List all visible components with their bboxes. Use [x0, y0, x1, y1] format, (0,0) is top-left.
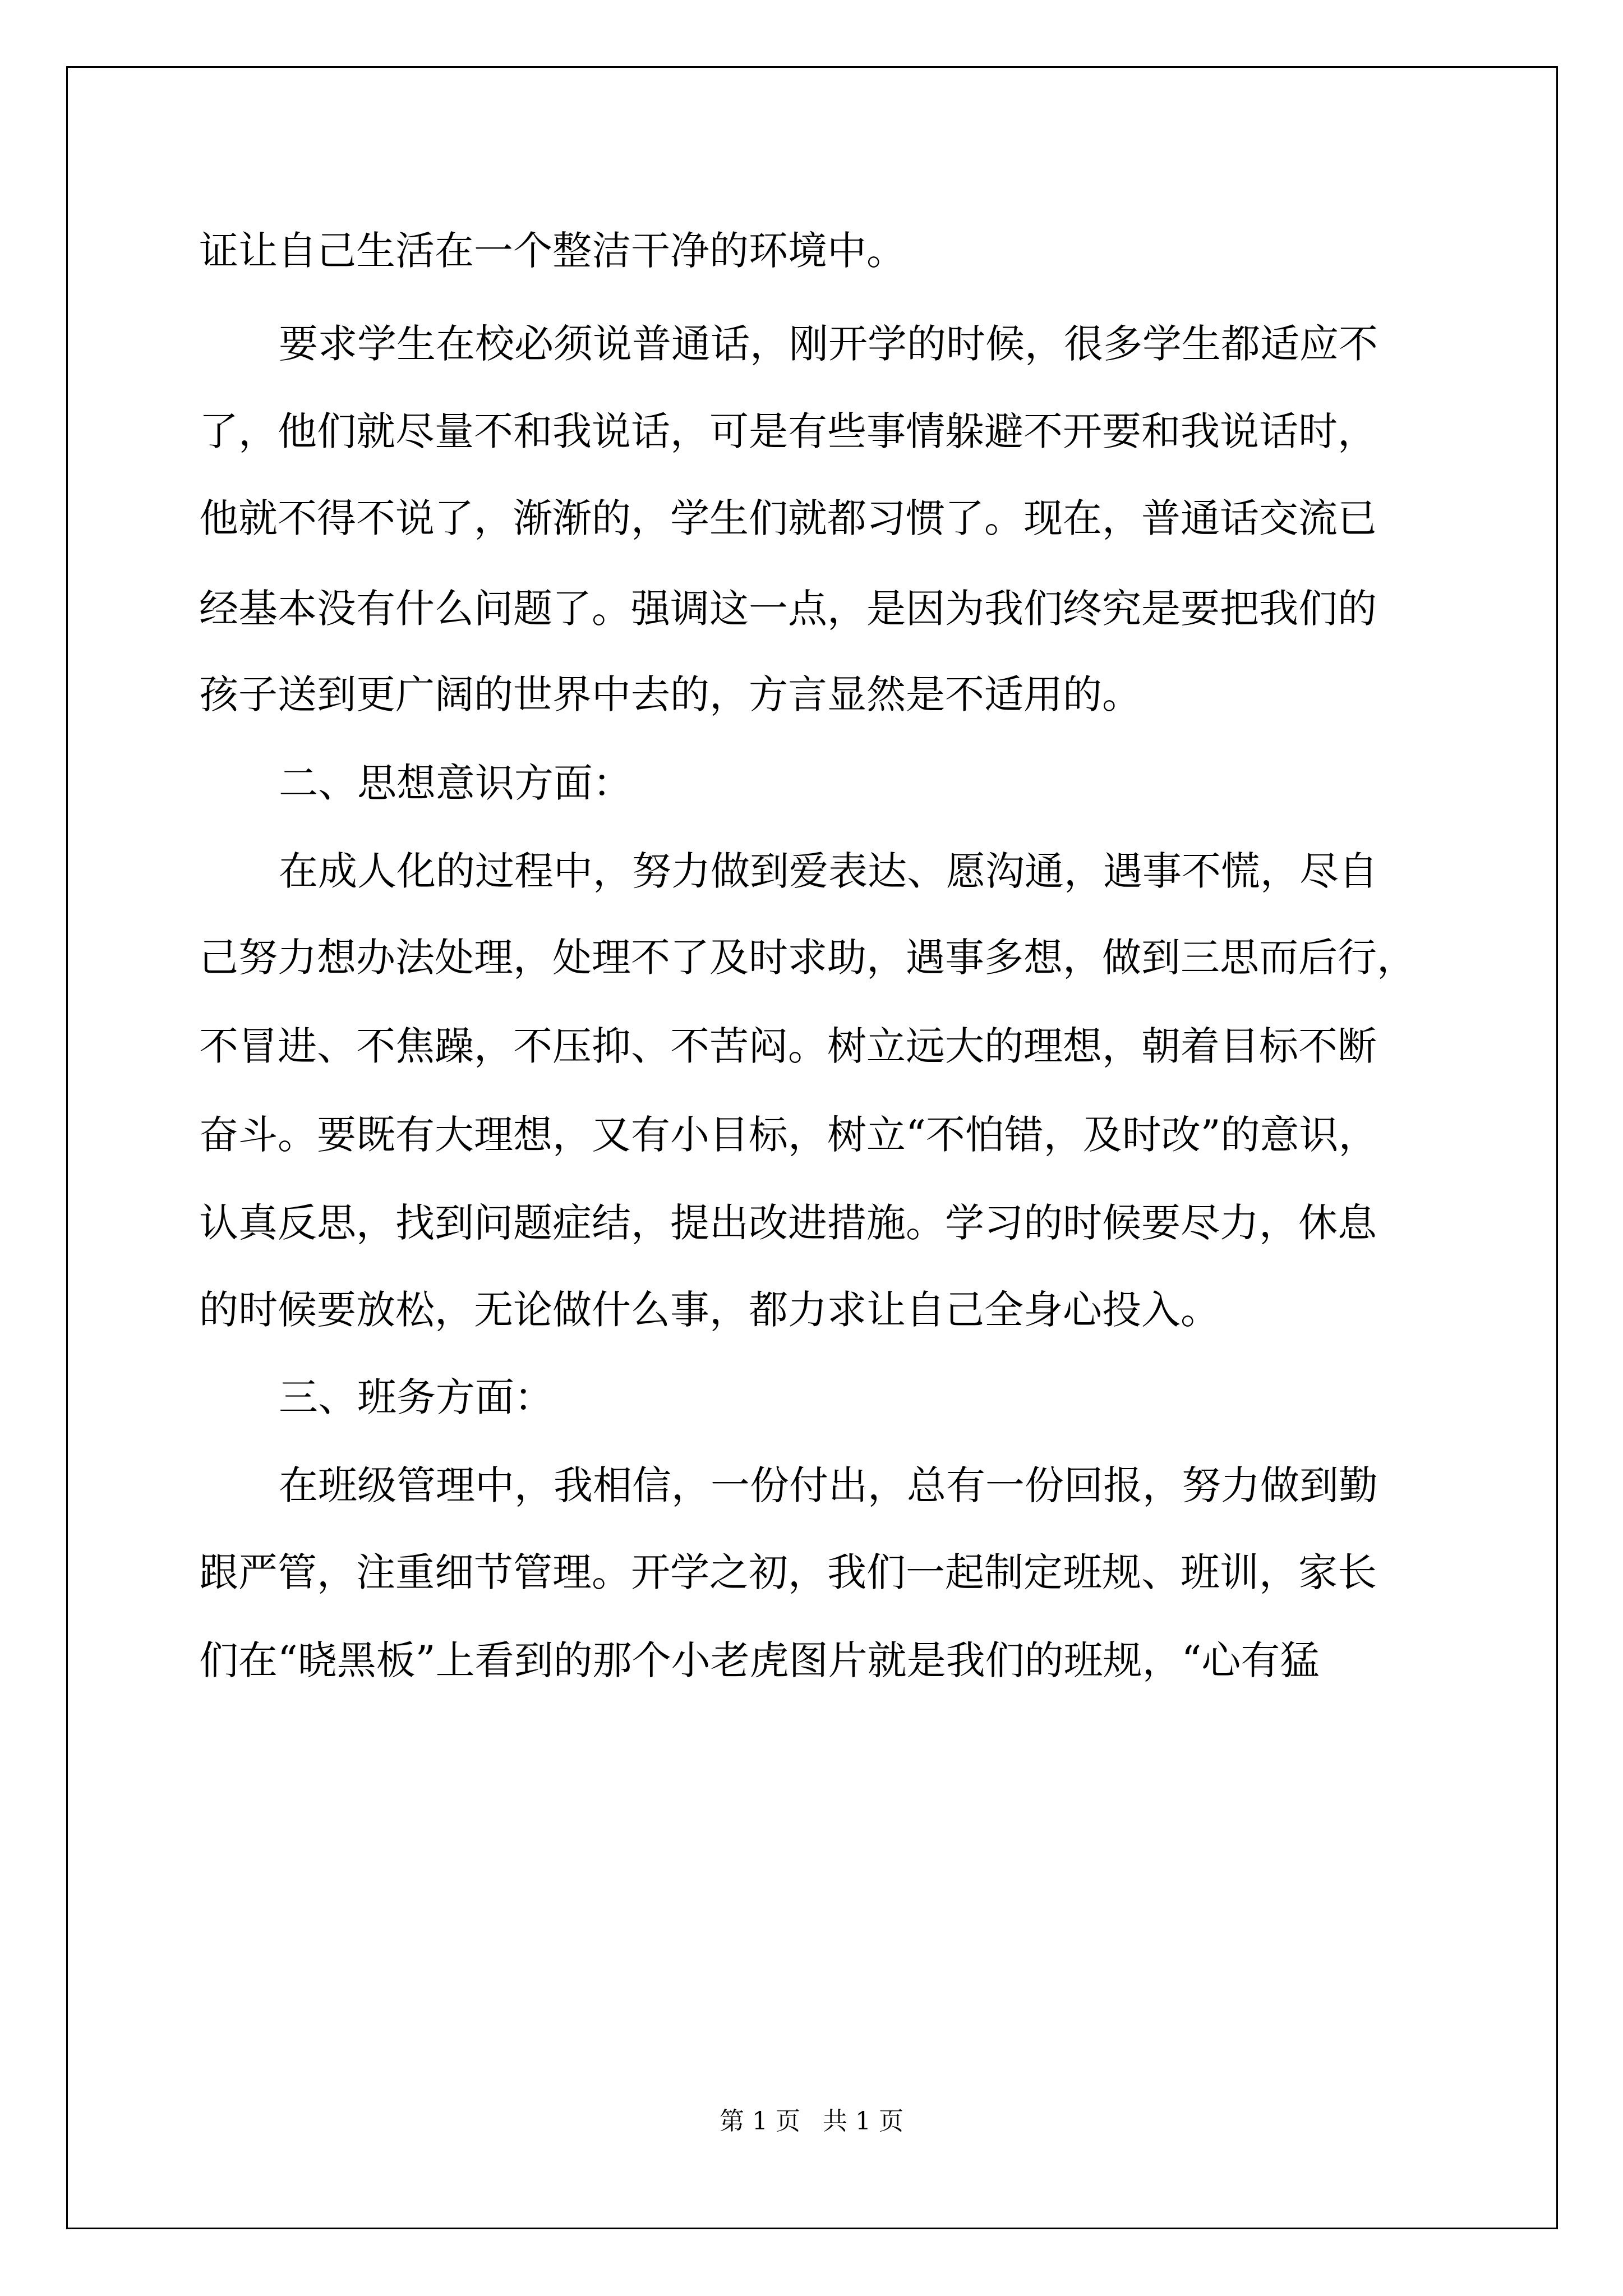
text-line-4: 他就不得不说了，渐渐的，学生们就都习惯了。现在，普通话交流已	[199, 495, 1377, 541]
text-line-15: 在班级管理中，我相信，一份付出，总有一份回报，努力做到勤	[279, 1462, 1378, 1508]
text-line-8: 在成人化的过程中，努力做到爱表达、愿沟通，遇事不慌，尽自	[279, 848, 1378, 894]
text-line-12: 认真反思，找到问题症结，提出改进措施。学习的时候要尽力，休息	[199, 1200, 1377, 1246]
text-line-17: 们在“晓黑板”上看到的那个小老虎图片就是我们的班规，“心有猛	[199, 1637, 1320, 1683]
text-line-10: 不冒进、不焦躁，不压抑、不苦闷。树立远大的理想，朝着目标不断	[199, 1023, 1377, 1069]
text-line-1: 证让自己生活在一个整洁干净的环境中。	[199, 228, 906, 274]
text-line-3: 了，他们就尽量不和我说话，可是有些事情躲避不开要和我说话时，	[199, 408, 1377, 454]
text-line-2: 要求学生在校必须说普通话，刚开学的时候，很多学生都适应不	[279, 321, 1378, 367]
section-heading-class-affairs: 三、班务方面：	[279, 1374, 554, 1420]
text-line-6: 孩子送到更广阔的世界中去的，方言显然是不适用的。	[199, 671, 1141, 717]
text-line-5: 经基本没有什么问题了。强调这一点，是因为我们终究是要把我们的	[199, 586, 1377, 632]
text-line-9: 己努力想办法处理，处理不了及时求助，遇事多想，做到三思而后行，	[199, 935, 1416, 981]
page-number: 第 1 页	[720, 2107, 800, 2136]
text-line-11: 奋斗。要既有大理想，又有小目标，树立“不怕错，及时改”的意识，	[199, 1112, 1378, 1158]
text-line-16: 跟严管，注重细节管理。开学之初，我们一起制定班规、班训，家长	[199, 1549, 1377, 1595]
page-footer	[0, 2106, 1623, 2137]
section-heading-thinking: 二、思想意识方面：	[279, 760, 632, 806]
text-line-13: 的时候要放松，无论做什么事，都力求让自己全身心投入。	[199, 1287, 1220, 1333]
page-total: 共 1 页	[823, 2107, 903, 2136]
